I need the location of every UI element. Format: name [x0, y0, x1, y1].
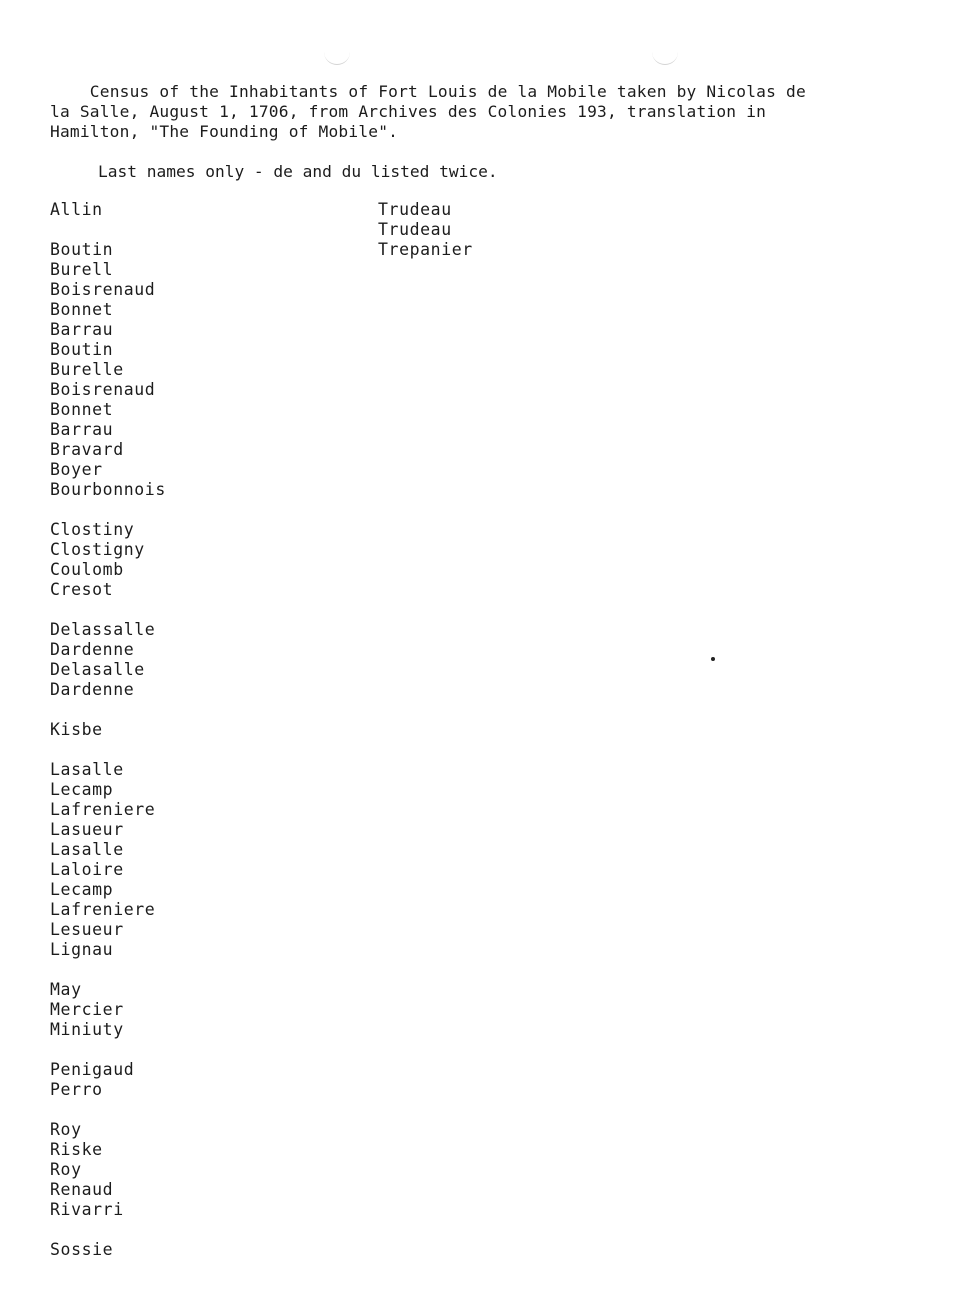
surname-entry: Kisbe: [50, 720, 103, 739]
surname-entry: Bonnet: [50, 300, 114, 319]
surname-entry: Lasueur: [50, 820, 124, 839]
name-group: [50, 720, 166, 740]
name-group: [50, 1060, 166, 1100]
surname-entry: Clostiny: [50, 520, 135, 539]
surname-entry: Trudeau: [378, 220, 452, 239]
surname-entry: Renaud: [50, 1180, 114, 1199]
surname-entry: Lecamp: [50, 880, 114, 899]
name-group: [50, 200, 166, 220]
surname-entry: Laloire: [50, 860, 124, 879]
surname-entry: Lafreniere: [50, 900, 156, 919]
surname-entry: Clostigny: [50, 540, 145, 559]
surname-entry: Bonnet: [50, 400, 114, 419]
surname-entry: Delassalle: [50, 620, 156, 639]
surname-entry: Roy: [50, 1120, 82, 1139]
name-group: [50, 1120, 166, 1220]
punch-hole-mark: [324, 52, 350, 65]
surname-entry: Rivarri: [50, 1200, 124, 1219]
name-group: [50, 1240, 166, 1260]
surname-entry: Bourbonnois: [50, 480, 166, 499]
surname-entry: Boisrenaud: [50, 380, 156, 399]
surname-entry: Riske: [50, 1140, 103, 1159]
name-group: [50, 980, 166, 1040]
name-group: [50, 520, 166, 600]
surname-entry: Lasalle: [50, 840, 124, 859]
surname-entry: Allin: [50, 200, 103, 219]
listing-note: Last names only - de and du listed twice.: [98, 162, 498, 181]
surname-entry: Lesueur: [50, 920, 124, 939]
surname-entry: Boutin: [50, 340, 114, 359]
surname-entry: Trudeau: [378, 200, 452, 219]
name-group: [50, 240, 166, 500]
surname-entry: Roy: [50, 1160, 82, 1179]
surname-entry: Barrau: [50, 420, 114, 439]
surname-entry: Sossie: [50, 1240, 114, 1259]
surname-entry: Delasalle: [50, 660, 145, 679]
surname-entry: Dardenne: [50, 680, 135, 699]
surname-entry: Dardenne: [50, 640, 135, 659]
surname-entry: Miniuty: [50, 1020, 124, 1039]
surname-entry: Burelle: [50, 360, 124, 379]
surname-entry: May: [50, 980, 82, 999]
surname-entry: Boisrenaud: [50, 280, 156, 299]
surname-entry: Mercier: [50, 1000, 124, 1019]
ink-speck: [711, 657, 715, 661]
names-column-left: [50, 200, 166, 1280]
punch-hole-mark: [652, 52, 678, 65]
surname-entry: Barrau: [50, 320, 114, 339]
surname-entry: Boutin: [50, 240, 114, 259]
names-column-right: [378, 200, 473, 280]
surname-entry: Boyer: [50, 460, 103, 479]
surname-entry: Penigaud: [50, 1060, 135, 1079]
surname-entry: Lignau: [50, 940, 114, 959]
name-group: [378, 200, 473, 260]
surname-entry: Lecamp: [50, 780, 114, 799]
name-group: [50, 760, 166, 960]
intro-paragraph: Census of the Inhabitants of Fort Louis de la Mobile taken by Nicolas de la Salle, August 1, 1706, from Archives des Colonies 193, translation in Hamilton, "The Founding of Mobile".: [50, 82, 806, 141]
surname-entry: Coulomb: [50, 560, 124, 579]
surname-entry: Burell: [50, 260, 114, 279]
surname-entry: Trepanier: [378, 240, 473, 259]
surname-entry: Lafreniere: [50, 800, 156, 819]
name-group: [50, 620, 166, 700]
surname-entry: Perro: [50, 1080, 103, 1099]
surname-entry: Cresot: [50, 580, 114, 599]
surname-entry: Bravard: [50, 440, 124, 459]
surname-entry: Lasalle: [50, 760, 124, 779]
